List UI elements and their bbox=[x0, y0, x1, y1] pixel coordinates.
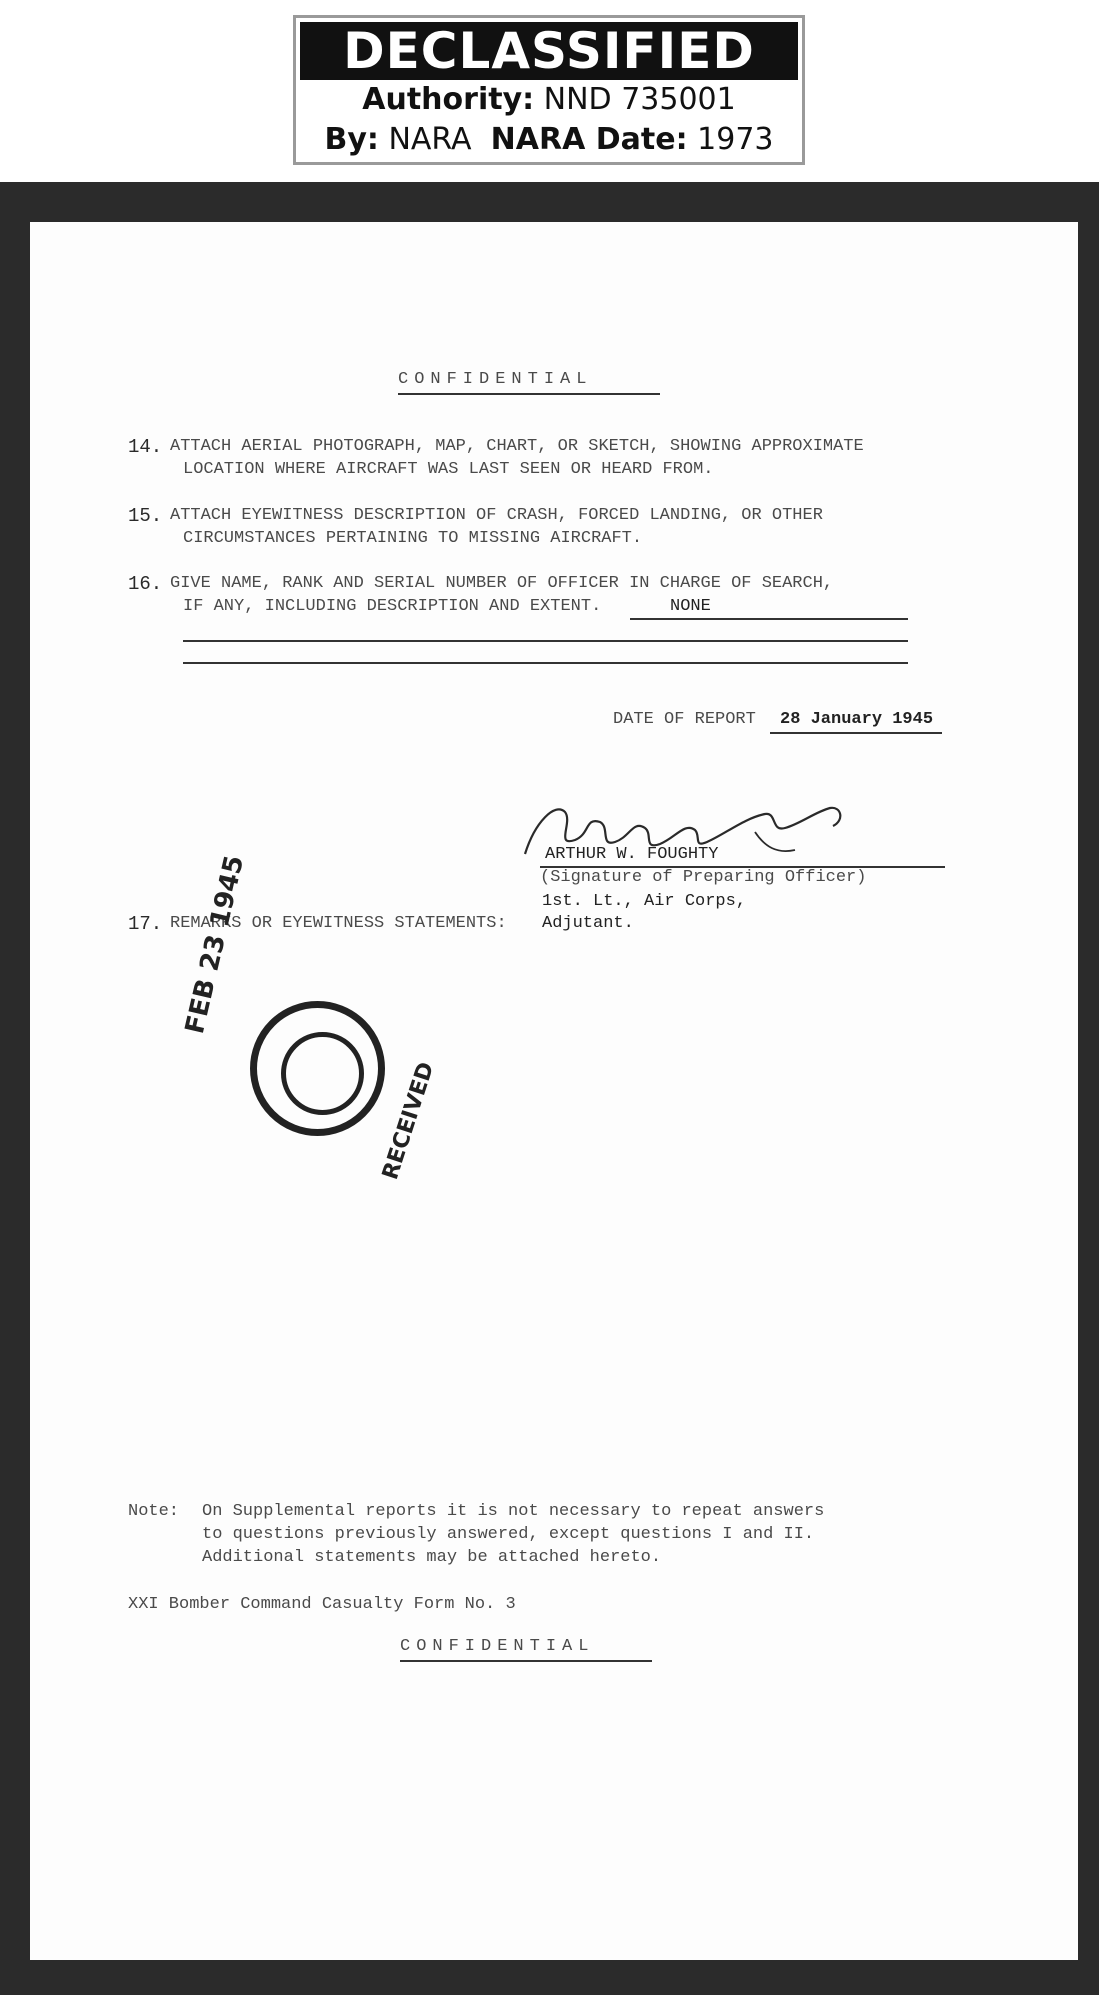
date-of-report-label: DATE OF REPORT bbox=[613, 710, 756, 729]
header-classification: CONFIDENTIAL bbox=[398, 370, 593, 389]
item-14-line1: ATTACH AERIAL PHOTOGRAPH, MAP, CHART, OR SKETCH, SHOWING APPROXIMATE bbox=[170, 437, 864, 456]
date-of-report-value: 28 January 1945 bbox=[780, 710, 934, 729]
note-line-3: Additional statements may be attached hereto. bbox=[202, 1548, 662, 1567]
form-id: XXI Bomber Command Casualty Form No. 3 bbox=[128, 1595, 516, 1614]
declassified-banner bbox=[293, 15, 805, 165]
nara-date-value: 1973 bbox=[697, 122, 774, 157]
item-15-line1: ATTACH EYEWITNESS DESCRIPTION OF CRASH, FORCED LANDING, OR OTHER bbox=[170, 506, 823, 525]
item-17-label: REMARKS OR EYEWITNESS STATEMENTS: bbox=[170, 914, 507, 933]
note-label: Note: bbox=[128, 1502, 180, 1521]
received-stamp-seal bbox=[250, 1001, 385, 1136]
item-17-number: 17. bbox=[128, 913, 163, 935]
banner-title: DECLASSIFIED bbox=[300, 22, 798, 80]
item-16-answer-line bbox=[630, 618, 908, 620]
stamp-inner-ring bbox=[281, 1032, 364, 1115]
note-line-2: to questions previously answered, except questions I and II. bbox=[202, 1525, 815, 1544]
item-16-blank-line-2 bbox=[183, 662, 908, 664]
item-16-blank-line-1 bbox=[183, 640, 908, 642]
banner-authority bbox=[296, 82, 802, 117]
item-16-line1: GIVE NAME, RANK AND SERIAL NUMBER OF OFFICER IN CHARGE OF SEARCH, bbox=[170, 574, 834, 593]
authority-label: Authority: bbox=[362, 82, 535, 117]
item-16-line2: IF ANY, INCLUDING DESCRIPTION AND EXTENT. bbox=[183, 597, 602, 616]
item-16-number: 16. bbox=[128, 573, 163, 595]
item-15-line2: CIRCUMSTANCES PERTAINING TO MISSING AIRCRAFT. bbox=[183, 529, 643, 548]
signer-name: ARTHUR W. FOUGHTY bbox=[545, 845, 719, 864]
by-label: By: bbox=[324, 122, 379, 157]
document-page bbox=[30, 222, 1078, 1960]
item-14-line2: LOCATION WHERE AIRCRAFT WAS LAST SEEN OR HEARD FROM. bbox=[183, 460, 714, 479]
date-of-report-line bbox=[770, 732, 942, 734]
footer-classification-underline bbox=[400, 1660, 652, 1662]
by-value: NARA bbox=[388, 122, 472, 157]
item-14-number: 14. bbox=[128, 436, 163, 458]
authority-value: NND 735001 bbox=[543, 82, 736, 117]
signature-caption: (Signature of Preparing Officer) bbox=[540, 868, 867, 887]
item-15-number: 15. bbox=[128, 505, 163, 527]
signer-rank: 1st. Lt., Air Corps, bbox=[542, 892, 747, 911]
banner-by-date bbox=[296, 122, 802, 157]
stamp-received-text: RECEIVED bbox=[378, 1059, 440, 1183]
note-line-1: On Supplemental reports it is not necessary to repeat answers bbox=[202, 1502, 825, 1521]
header-classification-underline bbox=[398, 393, 660, 395]
signer-title: Adjutant. bbox=[542, 914, 634, 933]
item-16-answer: NONE bbox=[670, 597, 711, 616]
nara-date-label: NARA Date: bbox=[490, 122, 688, 157]
footer-classification: CONFIDENTIAL bbox=[400, 1637, 595, 1656]
stamp-date: FEB 23 1945 bbox=[180, 852, 251, 1037]
